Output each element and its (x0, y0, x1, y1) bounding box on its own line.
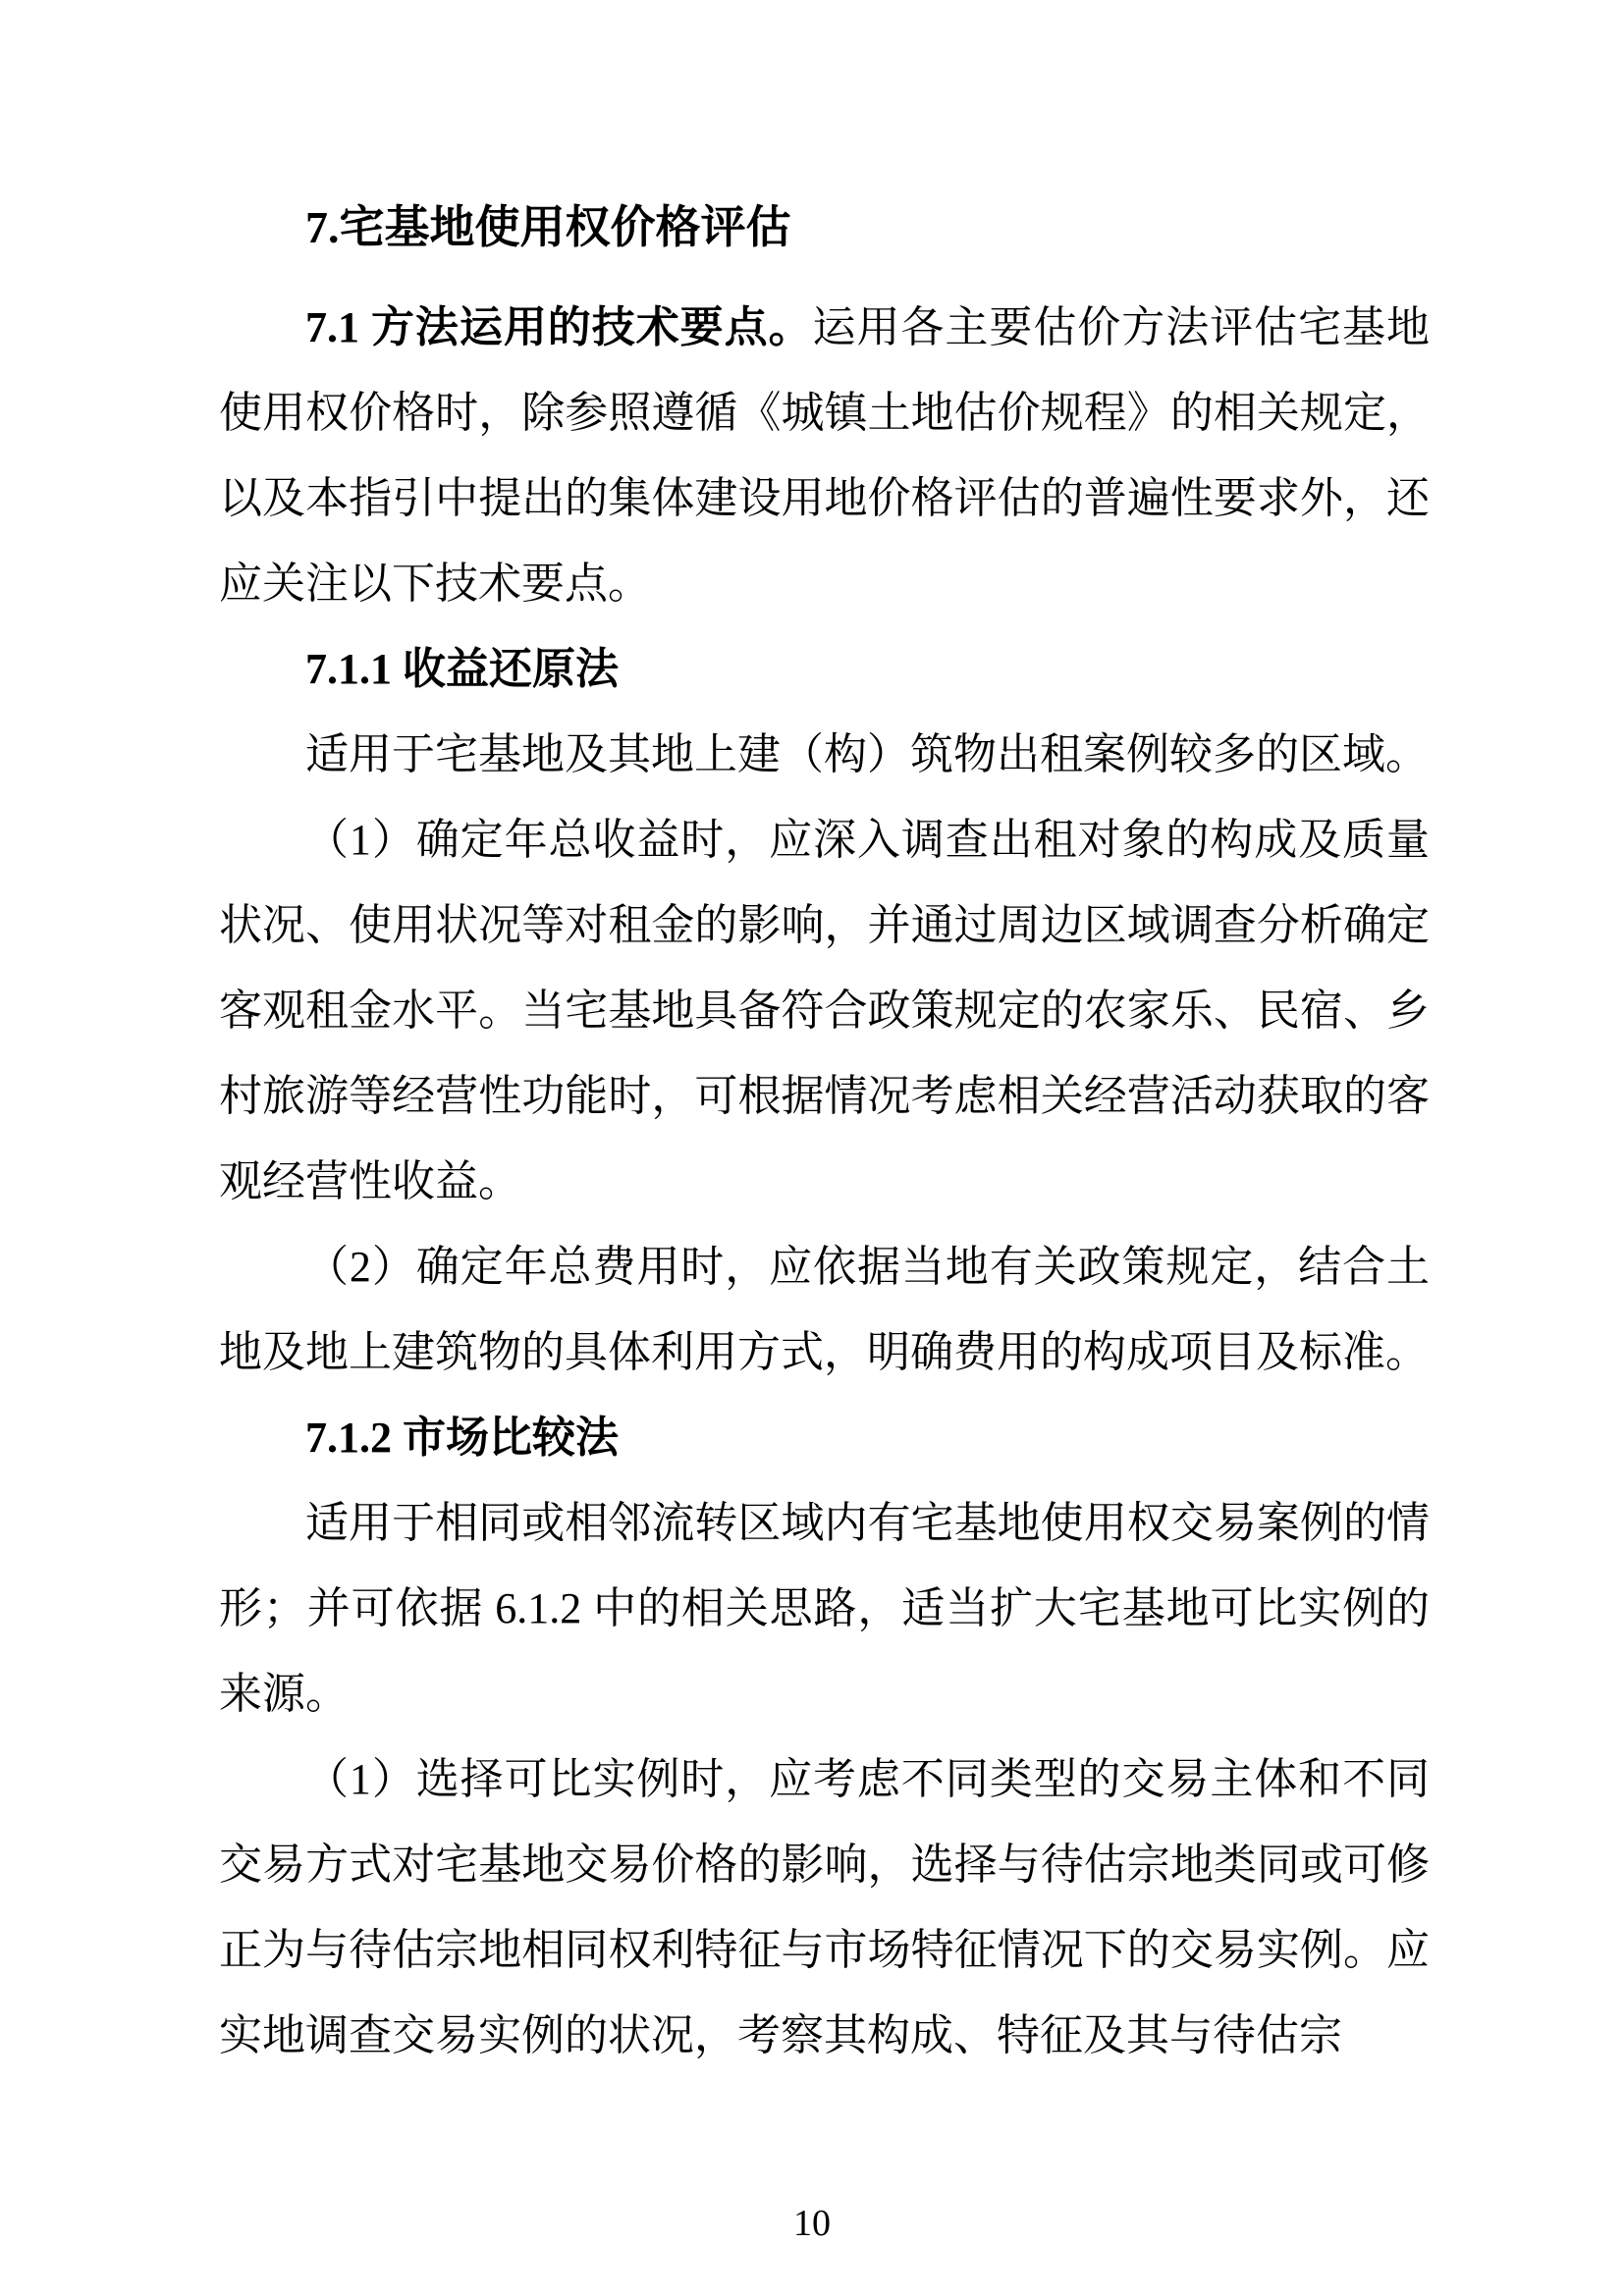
paragraph-method-overview-lead: 7.1 方法运用的技术要点。 (305, 303, 813, 351)
paragraph-income-point-2: （2）确定年总费用时，应依据当地有关政策规定，结合土地及地上建筑物的具体利用方式，明确费用的构成项目及标准。 (219, 1243, 1430, 1376)
section-heading-7-1-1: 7.1.1 收益还原法 (305, 645, 619, 693)
section-heading-7: 7.宅基地使用权价格评估 (305, 202, 791, 252)
paragraph-method-overview (219, 285, 1430, 626)
page-number: 10 (793, 2203, 831, 2244)
paragraph-income-point-1: （1）确定年总收益时，应深入调查出租对象的构成及质量状况、使用状况等对租金的影响，并通过周边区域调查分析确定客观租金水平。当宅基地具备符合政策规定的农家乐、民宿、乡村旅游等经营性功能时，可根据情况考虑相关经营活动获取的客观经营性收益。 (219, 816, 1430, 1205)
paragraph-method-overview-text: 运用各主要估价方法评估宅基地使用权价格时，除参照遵循《城镇土地估价规程》的相关规定，以及本指引中提出的集体建设用地价格评估的普遍性要求外，还应关注以下技术要点。 (219, 303, 1431, 608)
paragraph-market-applicability: 适用于相同或相邻流转区域内有宅基地使用权交易案例的情形；并可依据 6.1.2 中的相关思路，适当扩大宅基地可比实例的来源。 (219, 1499, 1430, 1718)
section-heading-7-1-2: 7.1.2 市场比较法 (305, 1414, 619, 1462)
paragraph-income-applicability: 适用于宅基地及其地上建（构）筑物出租案例较多的区域。 (305, 730, 1429, 778)
paragraph-market-point-1: （1）选择可比实例时，应考虑不同类型的交易主体和不同交易方式对宅基地交易价格的影响，选择与待估宗地类同或可修正为与待估宗地相同权利特征与市场特征情况下的交易实例。应实地调查交易实例的状况，考察其构成、特征及其与待估宗 (219, 1755, 1430, 2059)
document-body (219, 181, 1430, 2078)
